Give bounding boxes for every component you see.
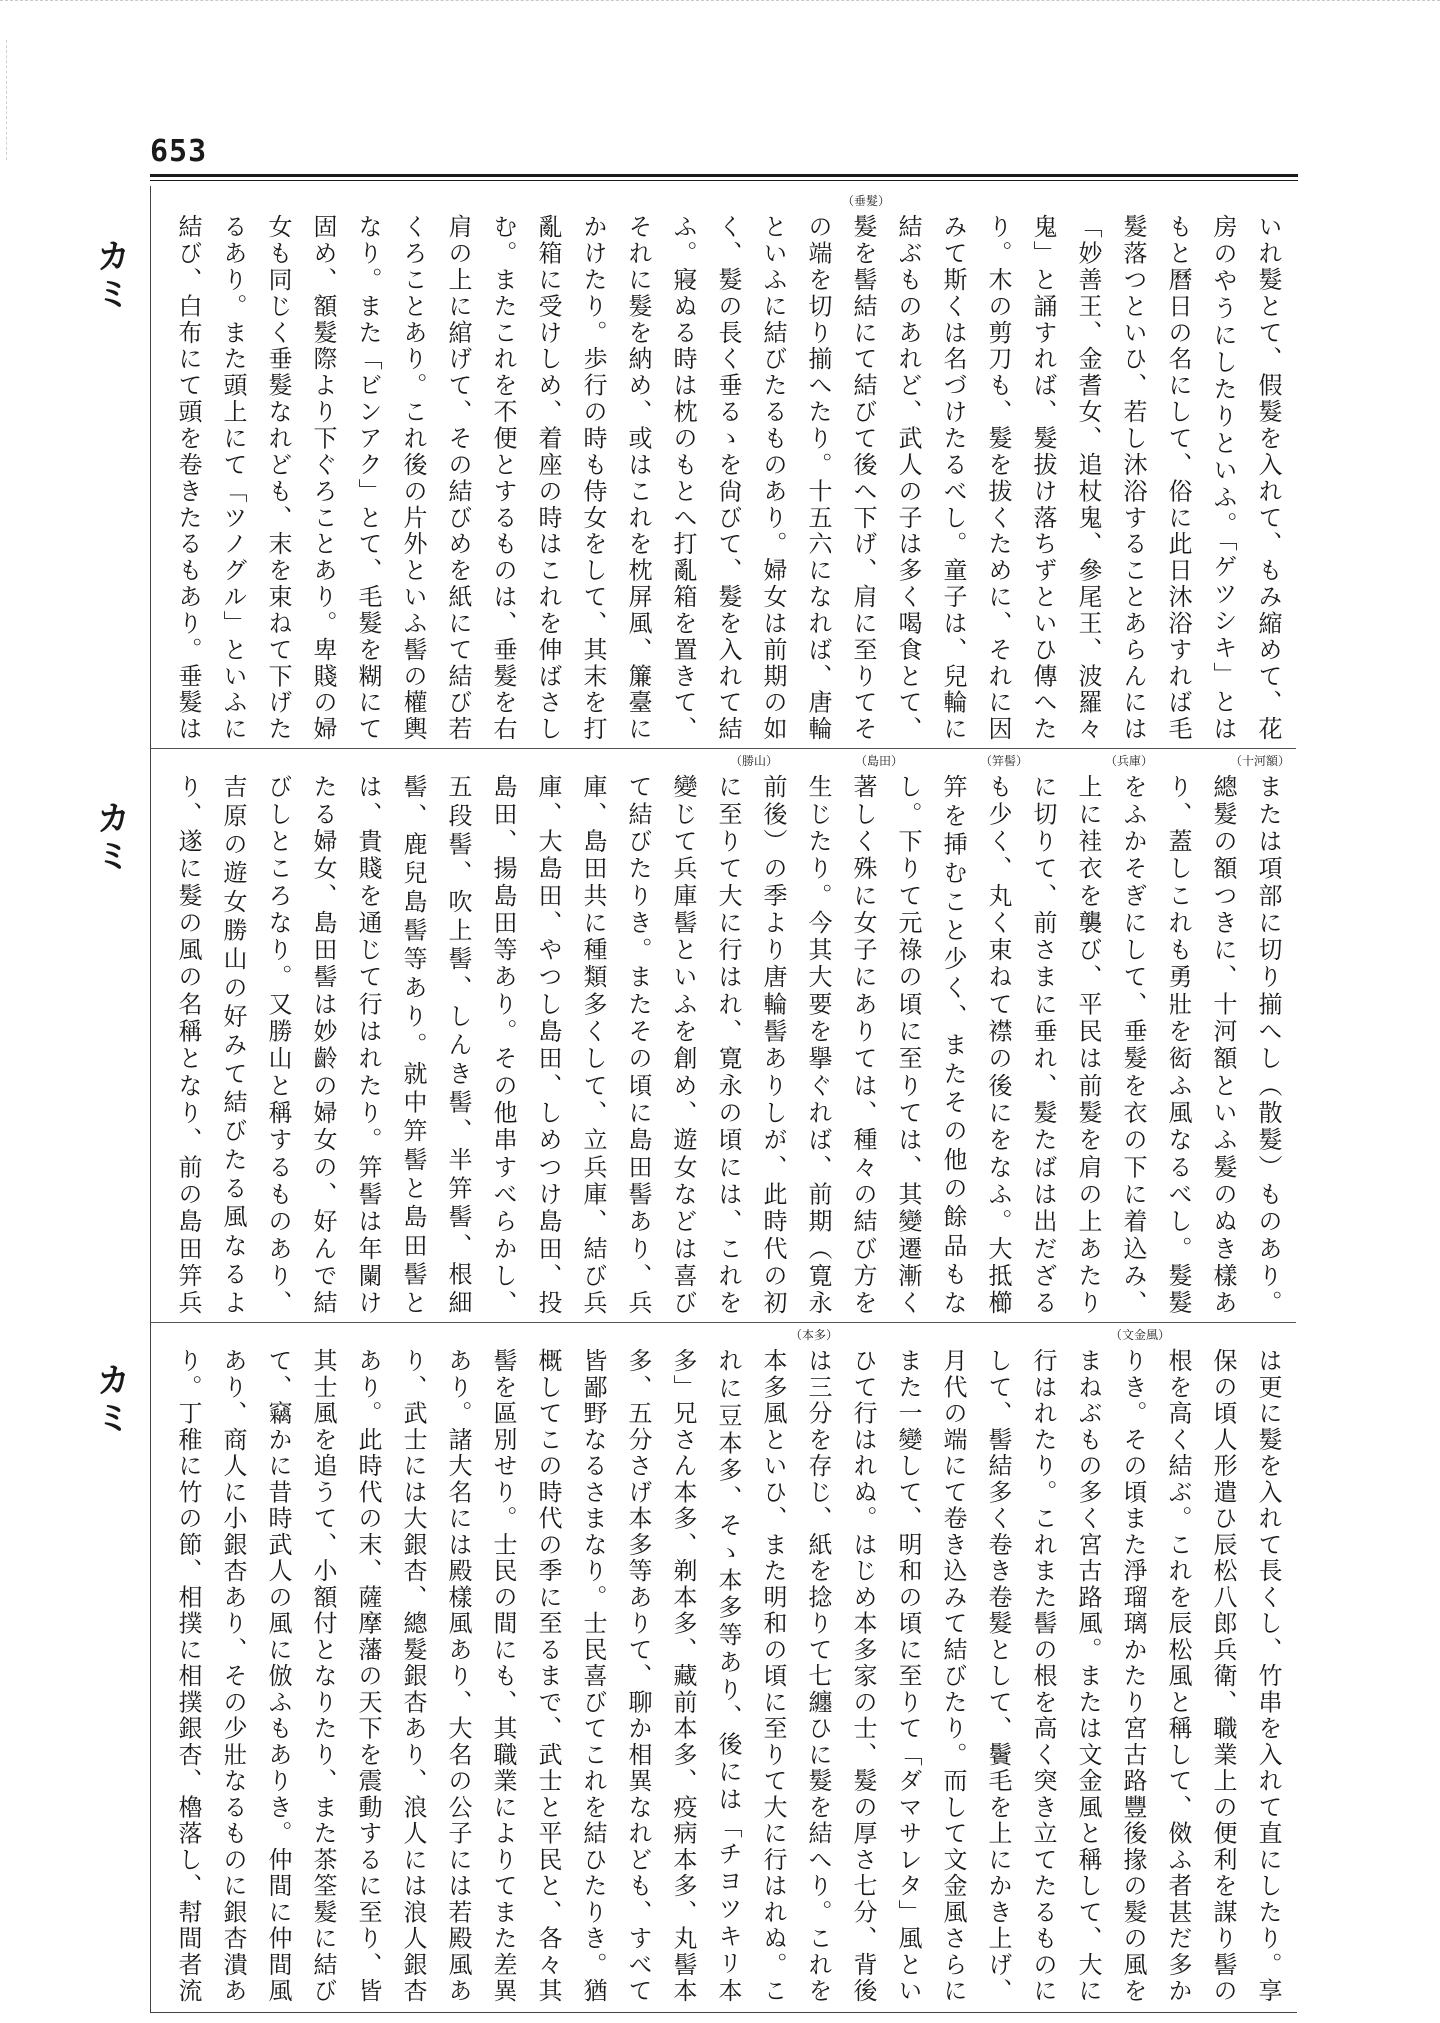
header-rule [150, 174, 1298, 177]
figure-caption: （垂髮） [841, 194, 890, 208]
scan-artifact [0, 0, 1440, 11]
figure-caption: （笄髻） [979, 754, 1028, 768]
margin-index-label: カミ [90, 238, 130, 314]
page-number: 653 [150, 134, 208, 169]
text-section: は更に髮を入れて長くし、竹串を入れて直にしたり。享保の頃人形遣ひ辰松八郎兵衛、職業上の便利を謀り髻の根を高く結ぶ。これを辰松風と稱して、傚ふ者甚だ多かりき。その頃また淨瑠璃かたり宮古路豐後掾の髮の風をまねぶもの多く宮古路風。または文金風と稱して、大に行はれたり。これまた髻の根を高く突き立てたるものにして、髻結多く卷き卷髮として、鬢毛を上にかき上げ、月代の端にて卷き込みて結びたり。而して文金風さらにまた一變して、明和の頃に至りて「ダマサレタ」風といひて行はれぬ。はじめ本多家の士、髮の厚さ七分、背後は三分を存じ、紙を捻りて七纏ひに髮を結へり。これを本多風といひ、また明和の頃に至りて大に行はれぬ。これに豆本多、そゝ本多等あり、後には「チヨツキリ本多」兄さん本多、剃本多、藏前本多、疫病本多、丸髻本多、五分さげ本多等ありて、聊か相異なれども、すべて皆鄙野なるさまなり。士民喜びてこれを結ひたりき。猶概してこの時代の季に至るまで、武士と平民と、各々其髻を區別せり。士民の間にも、其職業によりてまた差異あり。諸大名には殿樣風あり、大名の公子には若殿風あり、武士には大銀杏、總髮銀杏あり、浪人には浪人銀杏あり。此時代の末、薩摩藩の天下を震動するに至り、皆其士風を追うて、小額付となりたり、また茶筌髮に結びて、竊かに昔時武人の風に倣ふもありき。仲間に仲間風あり、商人に小銀杏あり、その少壯なるものに銀杏潰あり。丁稚に竹の節、相撲に相撲銀杏、櫓落し、幇間者流 [174, 1348, 1282, 2004]
figure-caption-row [170, 1326, 1290, 1346]
figure-caption-row [170, 192, 1290, 212]
figure-caption: （兵庫） [1104, 754, 1153, 768]
text-section: または項部に切り揃へし（散髮）ものあり。總髮の額つきに、十河額といふ髮のぬき樣あり、蓋しこれも勇壯を衒ふ風なるべし。髮髮をふかそぎにして、垂髮を衣の下に着込み、上に袿衣を襲び、平民は前髮を肩の上あたりに切りて、前さまに垂れ、髮たばは出だざるも少く、丸く束ねて襟の後にをなふ。大抵櫛笄を挿むこと少く、またその他の餘品もなし。下りて元祿の頃に至りては、其變遷漸く著しく殊に女子にありては、種々の結び方を生じたり。今其大要を擧ぐれば、前期（寛永前後）の季より唐輪髻ありしが、此時代の初に至りて大に行はれ、寛永の頃には、これを變じて兵庫髻といふを創め、遊女などは喜びて結びたりき。またその頃に島田髻あり、兵庫、島田共に種類多くして、立兵庫、結び兵庫、大島田、やつし島田、しめつけ島田、投島田、揚島田等あり。その他串すべらかし、五段髻、吹上髻、しんき髻、半笄髻、根細髻、鹿兒島髻等あり。就中笄髻と島田髻とは、貴賤を通じて行はれたり。笄髻は年闌けたる婦女、島田髻は妙齡の婦女の、好んで結びしところなり。又勝山と稱するものあり、吉原の遊女勝山の好みて結びたる風なるより、遂に髮の風の名稱となり、前の島田笄兵 [174, 774, 1282, 1316]
section-divider [150, 748, 1296, 749]
section-divider [150, 1322, 1296, 1323]
scan-artifact [6, 40, 9, 160]
figure-caption-row [170, 752, 1290, 772]
margin-index-label: カミ [90, 800, 130, 876]
figure-caption: （勝山） [730, 754, 779, 768]
margin-index-label: カミ [90, 1362, 130, 1438]
header-rule [150, 180, 1298, 181]
figure-caption: （十河額） [1229, 754, 1290, 768]
figure-caption: （島田） [854, 754, 903, 768]
text-section: いれ髮とて、假髮を入れて、もみ縮めて、花房のやうにしたりといふ。「ゲツシキ」とはもと曆日の名にして、俗に此日沐浴すれば毛髮落つといひ、若し沐浴することあらんには「妙善王、金耆女、追杖鬼、參尾王、波羅々鬼」と誦すれば、髮拔け落ちずといひ傳へたり。木の剪刀も、髮を拔くために、それに因みて斯くは名づけたるべし。童子は、兒輪に結ぶものあれど、武人の子は多く喝食とて、髮を髻結にて結びて後へ下げ、肩に至りてその端を切り揃へたり。十五六になれば、唐輪といふに結びたるものあり。婦女は前期の如く、髮の長く垂るゝを尙びて、髮を入れて結ふ。寢ぬる時は枕のもとへ打亂箱を置きて、それに髮を納め、或はこれを枕屏風、簾臺にかけたり。歩行の時も侍女をして、其末を打亂箱に受けしめ、着座の時はこれを伸ばさしむ。またこれを不便とするものは、垂髮を右肩の上に綰げて、その結びめを紙にて結び若くろことあり。これ後の片外といふ髻の權輿なり。また「ビンアク」とて、毛髮を糊にて固め、額髮際より下ぐろことあり。卑賤の婦女も同じく垂髮なれども、末を束ねて下げたるあり。また頭上にて「ツノグル」といふに結び、白布にて頭を卷きたるもあり。垂髮は [174, 214, 1282, 742]
figure-caption: （本多） [790, 1328, 839, 1342]
figure-caption: （文金風） [1109, 1328, 1170, 1342]
